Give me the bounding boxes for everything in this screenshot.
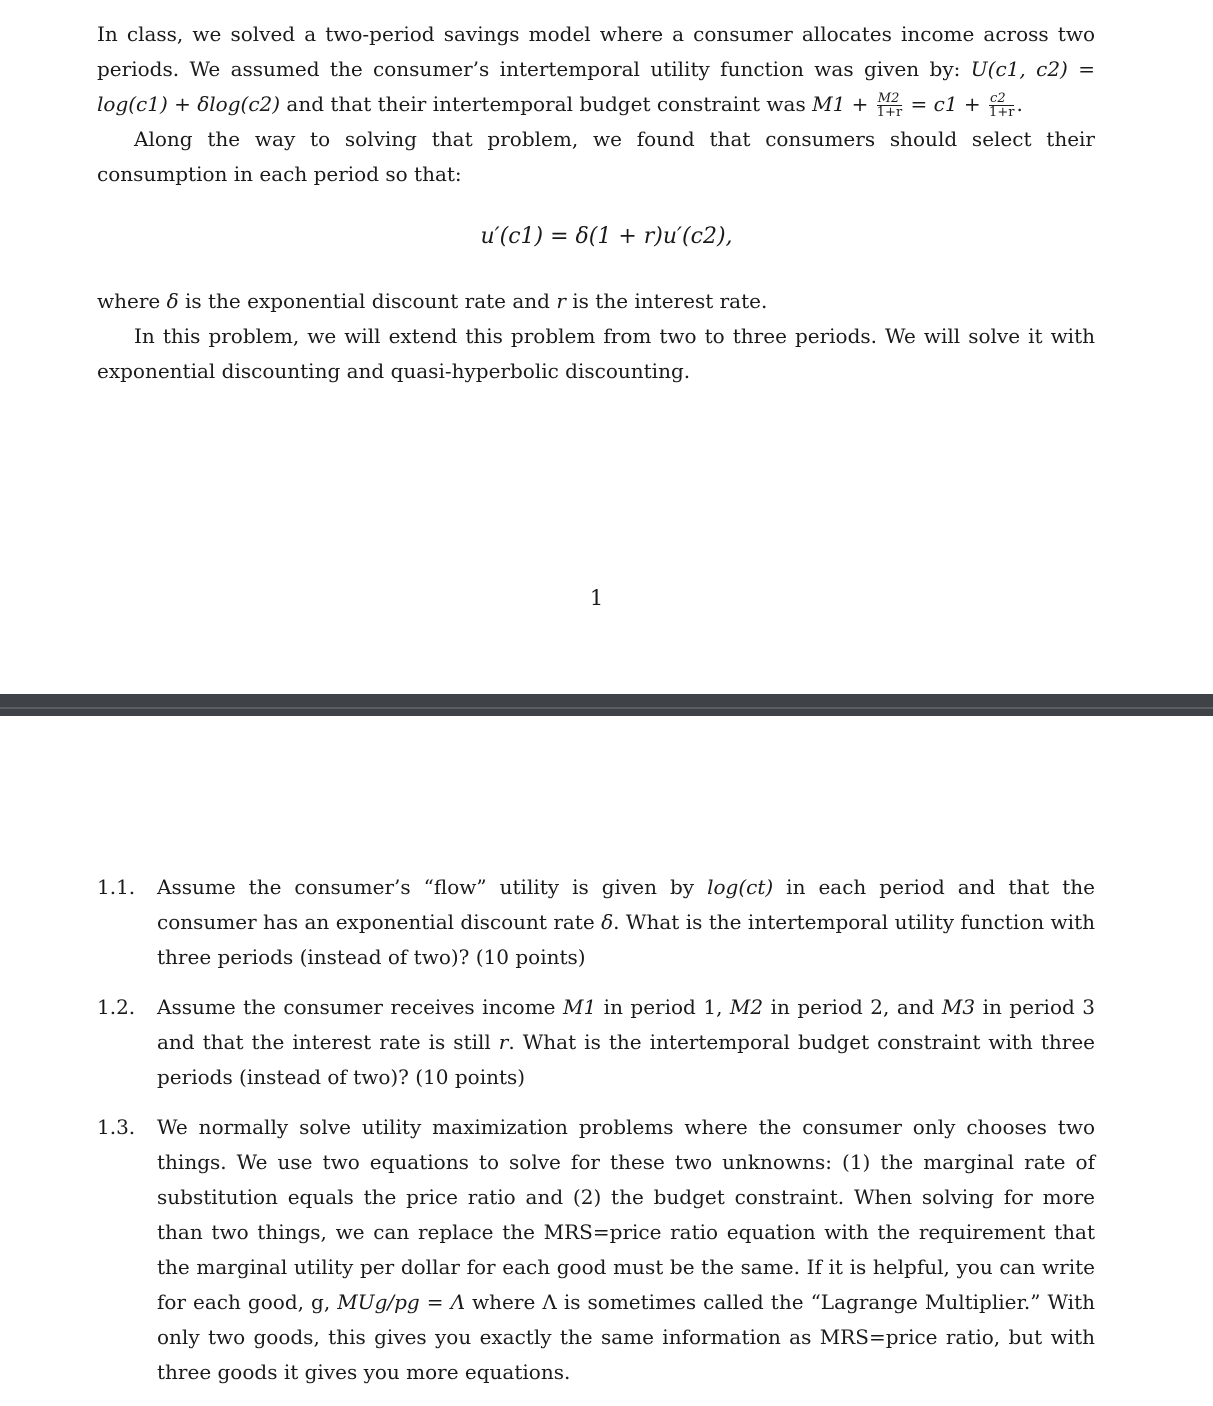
question-number: 1.3.	[97, 1115, 136, 1139]
intro-text-2: and that their intertemporal budget constraint was	[280, 92, 813, 116]
budget-math-left: M1 +	[812, 92, 875, 116]
intro-text: In class, we solved a two-period savings model where a consumer allocates income across two periods. We assumed the consumer’s intertemporal utility function was given by:	[97, 22, 1095, 81]
euler-equation: u′(c1) = δ(1 + r)u′(c2),	[480, 224, 733, 249]
document-page-1	[0, 0, 1213, 694]
question-number: 1.1.	[97, 875, 136, 899]
question-text: Assume the consumer’s “flow” utility is given by log(ct) in each period and that the consumer has an exponential discount rate δ. What is the intertemporal utility function with three periods (instead of two)? (10 points)	[157, 875, 1095, 969]
question-text: Assume the consumer receives income M1 in period 1, M2 in period 2, and M3 in period 3 and that the interest rate is still r. What is the intertemporal budget constraint with three periods (instead of two)? (10 points)	[157, 995, 1096, 1089]
page-number: 1	[589, 586, 604, 610]
extension-paragraph: In this problem, we will extend this problem from two to three periods. We will solve it with exponential discounting and quasi-hyperbolic discounting.	[97, 324, 1095, 383]
page-separator-line	[0, 707, 1213, 709]
question-1-2	[97, 990, 1095, 1095]
budget-math-mid: = c1 +	[904, 92, 988, 116]
question-1-1	[97, 870, 1095, 975]
utility-function-math: U(c1, c2) = log(c1) + δlog(c2)	[97, 57, 1095, 116]
page-separator	[0, 694, 1213, 716]
consumption-paragraph: Along the way to solving that problem, we found that consumers should select their consumption in each period so that:	[97, 127, 1095, 186]
fraction-c2: $\frac{c2}{1+r}$	[989, 91, 1015, 120]
question-text: We normally solve utility maximization problems where the consumer only chooses two things. We use two equations to solve for these two unknowns: (1) the marginal rate of substitution equals the price ratio and (2) the budget constraint. When solving for more than two things, we can replace the MRS=price ratio equation with the requirement that the marginal utility per dollar for each good must be the same. If it is helpful, you can write for each good, g, MUg/pg = Λ where Λ is sometimes called the “Lagrange Multiplier.” With only two goods, this gives you exactly the same information as MRS=price ratio, but with three goods it gives you more equations.	[157, 1115, 1095, 1384]
definition-paragraph: where δ is the exponential discount rate and r is the interest rate. In this problem, we will extend this problem from two to three periods. We will solve it with exponential discounting and quasi-hyperbolic discounting.	[97, 284, 1095, 389]
question-1-3	[97, 1110, 1095, 1390]
question-number: 1.2.	[97, 995, 136, 1019]
intro-paragraph: In class, we solved a two-period savings model where a consumer allocates income across two periods. We assumed the consumer’s intertemporal utility function was given by: U(c1, c2) = log(c1) + δlog(c2) and that their intertemporal budget constraint was M1 + $\frac{M2}{1+r}$ = c1 + $\frac{c2}{1+r}$ . Along the way to solving that problem, we found that consumers should select their consumption in each period so that:	[97, 17, 1095, 192]
fraction-m2: $\frac{M2}{1+r}$	[876, 91, 903, 120]
